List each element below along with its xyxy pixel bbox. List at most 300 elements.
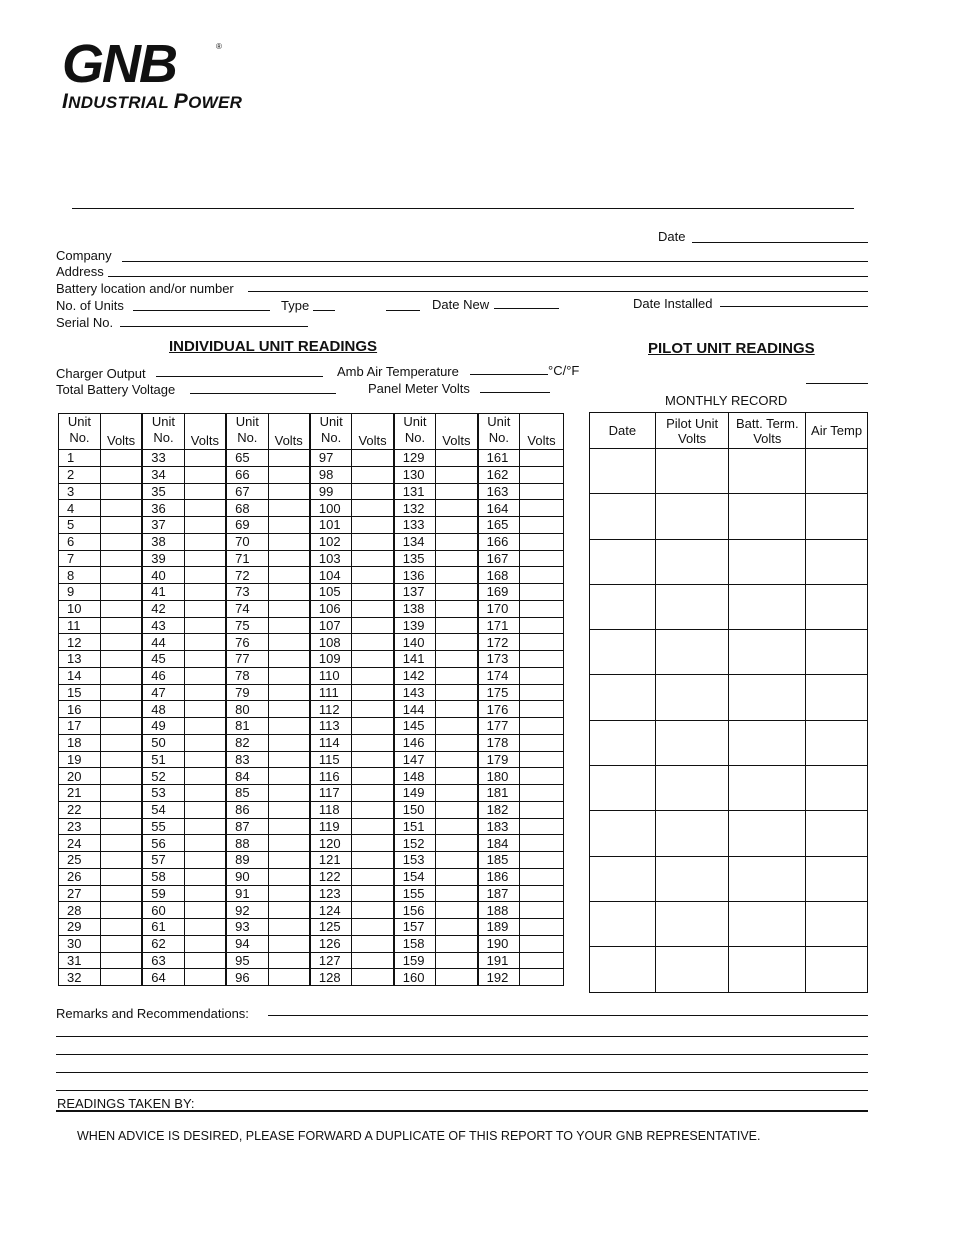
volts-cell[interactable] [352, 801, 394, 818]
volts-cell[interactable] [520, 969, 564, 986]
pilot-cell[interactable] [655, 856, 729, 901]
volts-cell[interactable] [436, 785, 478, 802]
volts-cell[interactable] [352, 935, 394, 952]
volts-cell[interactable] [268, 952, 310, 969]
volts-cell[interactable] [268, 567, 310, 584]
unit-number-cell: 87 [226, 818, 268, 835]
volts-cell[interactable] [520, 935, 564, 952]
volts-cell[interactable] [100, 785, 142, 802]
volts-cell[interactable] [100, 818, 142, 835]
volts-cell[interactable] [100, 935, 142, 952]
volts-cell[interactable] [352, 919, 394, 936]
pilot-cell[interactable] [590, 811, 656, 856]
pilot-cell[interactable] [806, 494, 868, 539]
volts-cell[interactable] [352, 734, 394, 751]
volts-cell[interactable] [100, 550, 142, 567]
unit-number-cell: 61 [142, 919, 184, 936]
pilot-cell[interactable] [729, 947, 806, 992]
pilot-cell[interactable] [590, 675, 656, 720]
volts-cell[interactable] [520, 550, 564, 567]
pilot-cell[interactable] [655, 675, 729, 720]
volts-cell[interactable] [100, 768, 142, 785]
volts-cell[interactable] [352, 617, 394, 634]
volts-cell[interactable] [268, 818, 310, 835]
volts-cell[interactable] [268, 768, 310, 785]
volts-cell[interactable] [268, 667, 310, 684]
pilot-cell[interactable] [655, 947, 729, 992]
volts-cell[interactable] [352, 835, 394, 852]
volts-cell[interactable] [436, 450, 478, 467]
pilot-cell[interactable] [729, 494, 806, 539]
volts-cell[interactable] [520, 919, 564, 936]
unit-number-cell: 157 [394, 919, 436, 936]
pilot-cell[interactable] [590, 539, 656, 584]
volts-cell[interactable] [100, 718, 142, 735]
pilot-cell[interactable] [655, 766, 729, 811]
volts-cell[interactable] [268, 617, 310, 634]
pilot-cell[interactable] [806, 856, 868, 901]
volts-cell[interactable] [520, 701, 564, 718]
volts-cell[interactable] [436, 801, 478, 818]
pilot-cell[interactable] [590, 449, 656, 494]
volts-cell[interactable] [520, 517, 564, 534]
volts-cell[interactable] [268, 885, 310, 902]
volts-cell[interactable] [520, 768, 564, 785]
volts-cell[interactable] [100, 885, 142, 902]
volts-cell[interactable] [520, 885, 564, 902]
unit-number-cell: 65 [226, 450, 268, 467]
unit-number-cell: 60 [142, 902, 184, 919]
pilot-cell[interactable] [655, 630, 729, 675]
remarks-field-1[interactable] [268, 1015, 868, 1016]
volts-cell[interactable] [520, 952, 564, 969]
pilot-cell[interactable] [729, 720, 806, 765]
total-battery-voltage-field[interactable] [190, 393, 336, 394]
pilot-cell[interactable] [729, 675, 806, 720]
unit-number-cell: 45 [142, 651, 184, 668]
unit-number-cell: 47 [142, 684, 184, 701]
pilot-cell[interactable] [590, 856, 656, 901]
pilot-cell[interactable] [655, 494, 729, 539]
volts-cell[interactable] [352, 500, 394, 517]
volts-cell[interactable] [100, 801, 142, 818]
volts-cell[interactable] [352, 634, 394, 651]
volts-cell[interactable] [268, 533, 310, 550]
pilot-cell[interactable] [590, 947, 656, 992]
volts-cell[interactable] [268, 868, 310, 885]
remarks-field-3[interactable] [56, 1054, 868, 1055]
volts-cell[interactable] [268, 785, 310, 802]
volts-header: Volts [100, 414, 142, 450]
volts-cell[interactable] [436, 751, 478, 768]
pilot-cell[interactable] [806, 947, 868, 992]
unit-number-cell: 123 [310, 885, 352, 902]
volts-cell[interactable] [436, 500, 478, 517]
volts-cell[interactable] [268, 718, 310, 735]
pilot-cell[interactable] [806, 766, 868, 811]
volts-cell[interactable] [100, 684, 142, 701]
pilot-cell[interactable] [729, 449, 806, 494]
volts-cell[interactable] [268, 550, 310, 567]
volts-cell[interactable] [352, 600, 394, 617]
volts-cell[interactable] [352, 852, 394, 869]
unit-number-cell: 167 [478, 550, 520, 567]
volts-cell[interactable] [184, 801, 226, 818]
volts-cell[interactable] [100, 617, 142, 634]
volts-cell[interactable] [520, 852, 564, 869]
pilot-cell[interactable] [729, 856, 806, 901]
volts-cell[interactable] [352, 533, 394, 550]
volts-cell[interactable] [520, 533, 564, 550]
volts-cell[interactable] [436, 533, 478, 550]
type-field[interactable] [313, 310, 335, 311]
volts-cell[interactable] [100, 667, 142, 684]
volts-cell[interactable] [184, 651, 226, 668]
volts-cell[interactable] [520, 835, 564, 852]
volts-cell[interactable] [268, 500, 310, 517]
volts-cell[interactable] [436, 818, 478, 835]
volts-cell[interactable] [184, 919, 226, 936]
volts-cell[interactable] [520, 751, 564, 768]
volts-cell[interactable] [184, 734, 226, 751]
volts-cell[interactable] [520, 684, 564, 701]
volts-cell[interactable] [100, 751, 142, 768]
volts-cell[interactable] [436, 935, 478, 952]
volts-cell[interactable] [268, 852, 310, 869]
volts-cell[interactable] [352, 450, 394, 467]
volts-cell[interactable] [268, 935, 310, 952]
volts-cell[interactable] [100, 651, 142, 668]
pilot-cell[interactable] [655, 720, 729, 765]
volts-cell[interactable] [184, 567, 226, 584]
date-new-field[interactable] [494, 308, 559, 309]
pilot-cell[interactable] [590, 584, 656, 629]
volts-cell[interactable] [184, 751, 226, 768]
company-field[interactable] [122, 261, 868, 262]
volts-cell[interactable] [184, 852, 226, 869]
volts-cell[interactable] [436, 718, 478, 735]
volts-cell[interactable] [436, 885, 478, 902]
volts-cell[interactable] [520, 500, 564, 517]
volts-cell[interactable] [184, 533, 226, 550]
table-row [59, 969, 564, 986]
volts-cell[interactable] [184, 718, 226, 735]
pilot-cell[interactable] [806, 675, 868, 720]
volts-cell[interactable] [268, 751, 310, 768]
pilot-cell[interactable] [729, 584, 806, 629]
volts-cell[interactable] [520, 567, 564, 584]
volts-cell[interactable] [436, 919, 478, 936]
volts-cell[interactable] [268, 450, 310, 467]
volts-cell[interactable] [100, 734, 142, 751]
volts-cell[interactable] [352, 517, 394, 534]
volts-cell[interactable] [100, 969, 142, 986]
volts-cell[interactable] [520, 584, 564, 601]
volts-cell[interactable] [184, 969, 226, 986]
volts-cell[interactable] [100, 852, 142, 869]
volts-cell[interactable] [268, 801, 310, 818]
volts-cell[interactable] [184, 701, 226, 718]
volts-cell[interactable] [352, 684, 394, 701]
volts-cell[interactable] [436, 852, 478, 869]
unit-number-cell: 100 [310, 500, 352, 517]
volts-cell[interactable] [100, 634, 142, 651]
volts-cell[interactable] [436, 734, 478, 751]
volts-cell[interactable] [184, 785, 226, 802]
volts-cell[interactable] [184, 684, 226, 701]
date-installed-field[interactable] [720, 306, 868, 307]
volts-cell[interactable] [100, 919, 142, 936]
table-row [59, 466, 564, 483]
volts-cell[interactable] [184, 768, 226, 785]
volts-cell[interactable] [268, 701, 310, 718]
no-header-text: No. [237, 430, 258, 445]
volts-cell[interactable] [184, 634, 226, 651]
unit-number-cell: 187 [478, 885, 520, 902]
volts-cell[interactable] [352, 952, 394, 969]
volts-cell[interactable] [352, 969, 394, 986]
type-field-2[interactable] [386, 310, 420, 311]
volts-cell[interactable] [352, 584, 394, 601]
volts-cell[interactable] [520, 617, 564, 634]
pilot-cell[interactable] [590, 494, 656, 539]
unit-number-cell: 72 [226, 567, 268, 584]
volts-cell[interactable] [520, 801, 564, 818]
volts-cell[interactable] [268, 517, 310, 534]
volts-cell[interactable] [100, 517, 142, 534]
volts-cell[interactable] [268, 684, 310, 701]
volts-cell[interactable] [436, 483, 478, 500]
volts-cell[interactable] [520, 466, 564, 483]
volts-cell[interactable] [520, 785, 564, 802]
volts-cell[interactable] [184, 450, 226, 467]
pilot-cell[interactable] [806, 720, 868, 765]
volts-cell[interactable] [184, 885, 226, 902]
readings-taken-by-rule[interactable] [56, 1110, 868, 1112]
volts-cell[interactable] [184, 483, 226, 500]
volts-cell[interactable] [100, 466, 142, 483]
volts-cell[interactable] [352, 818, 394, 835]
unit-number-cell: 110 [310, 667, 352, 684]
volts-cell[interactable] [352, 718, 394, 735]
unit-number-cell: 188 [478, 902, 520, 919]
pilot-row [590, 901, 868, 946]
volts-cell[interactable] [436, 600, 478, 617]
volts-cell[interactable] [436, 952, 478, 969]
unit-number-cell: 71 [226, 550, 268, 567]
pilot-cell[interactable] [655, 449, 729, 494]
unit-number-cell: 17 [59, 718, 101, 735]
pilot-cell[interactable] [806, 584, 868, 629]
volts-cell[interactable] [184, 868, 226, 885]
volts-cell[interactable] [100, 868, 142, 885]
volts-cell[interactable] [100, 902, 142, 919]
volts-cell[interactable] [436, 466, 478, 483]
volts-cell[interactable] [352, 751, 394, 768]
amb-air-temp-field[interactable] [470, 374, 548, 375]
volts-cell[interactable] [520, 667, 564, 684]
volts-cell[interactable] [268, 835, 310, 852]
pilot-cell[interactable] [590, 901, 656, 946]
pilot-cell[interactable] [729, 766, 806, 811]
volts-cell[interactable] [436, 584, 478, 601]
volts-cell[interactable] [520, 734, 564, 751]
volts-cell[interactable] [184, 902, 226, 919]
unit-number-cell: 122 [310, 868, 352, 885]
volts-cell[interactable] [352, 567, 394, 584]
volts-cell[interactable] [268, 466, 310, 483]
unit-number-cell: 30 [59, 935, 101, 952]
volts-cell[interactable] [268, 969, 310, 986]
pilot-cell[interactable] [729, 630, 806, 675]
charger-output-field[interactable] [156, 376, 323, 377]
pilot-cell[interactable] [655, 539, 729, 584]
volts-cell[interactable] [268, 634, 310, 651]
volts-cell[interactable] [436, 517, 478, 534]
pilot-cell[interactable] [806, 630, 868, 675]
date-field[interactable] [692, 242, 868, 243]
volts-cell[interactable] [100, 584, 142, 601]
volts-cell[interactable] [352, 868, 394, 885]
volts-cell[interactable] [184, 584, 226, 601]
volts-cell[interactable] [436, 969, 478, 986]
volts-cell[interactable] [436, 902, 478, 919]
volts-cell[interactable] [184, 617, 226, 634]
volts-cell[interactable] [352, 902, 394, 919]
volts-cell[interactable] [520, 483, 564, 500]
pilot-cell[interactable] [729, 811, 806, 856]
remarks-field-2[interactable] [56, 1036, 868, 1037]
volts-cell[interactable] [352, 667, 394, 684]
unit-number-cell: 93 [226, 919, 268, 936]
volts-cell[interactable] [268, 651, 310, 668]
volts-cell[interactable] [436, 651, 478, 668]
volts-cell[interactable] [184, 935, 226, 952]
table-row [59, 634, 564, 651]
volts-cell[interactable] [436, 617, 478, 634]
unit-number-cell: 189 [478, 919, 520, 936]
volts-cell[interactable] [184, 835, 226, 852]
remarks-field-4[interactable] [56, 1072, 868, 1073]
panel-meter-volts-field[interactable] [480, 392, 550, 393]
pilot-cell[interactable] [655, 811, 729, 856]
volts-cell[interactable] [436, 868, 478, 885]
volts-cell[interactable] [268, 483, 310, 500]
volts-cell[interactable] [352, 785, 394, 802]
volts-cell[interactable] [100, 701, 142, 718]
unit-number-cell: 92 [226, 902, 268, 919]
address-field[interactable] [108, 276, 868, 277]
volts-cell[interactable] [436, 634, 478, 651]
remarks-field-5[interactable] [56, 1090, 868, 1091]
volts-cell[interactable] [436, 768, 478, 785]
volts-cell[interactable] [268, 734, 310, 751]
volts-cell[interactable] [352, 550, 394, 567]
volts-cell[interactable] [352, 701, 394, 718]
volts-cell[interactable] [436, 701, 478, 718]
volts-cell[interactable] [184, 952, 226, 969]
volts-cell[interactable] [268, 600, 310, 617]
volts-cell[interactable] [100, 567, 142, 584]
volts-cell[interactable] [268, 919, 310, 936]
pilot-cell[interactable] [806, 539, 868, 584]
battery-location-label: Battery location and/or number [56, 281, 234, 296]
volts-cell[interactable] [520, 718, 564, 735]
volts-cell[interactable] [520, 902, 564, 919]
unit-number-cell: 104 [310, 567, 352, 584]
volts-cell[interactable] [184, 500, 226, 517]
pilot-cell[interactable] [590, 766, 656, 811]
no-of-units-field[interactable] [133, 310, 270, 311]
volts-cell[interactable] [184, 667, 226, 684]
unit-no-header [142, 414, 184, 450]
volts-cell[interactable] [436, 567, 478, 584]
volts-cell[interactable] [520, 450, 564, 467]
volts-cell[interactable] [352, 885, 394, 902]
volts-cell[interactable] [520, 651, 564, 668]
pilot-cell[interactable] [655, 901, 729, 946]
type-label: Type [281, 298, 310, 313]
volts-cell[interactable] [184, 818, 226, 835]
volts-cell[interactable] [184, 517, 226, 534]
volts-cell[interactable] [520, 600, 564, 617]
volts-cell[interactable] [184, 600, 226, 617]
volts-cell[interactable] [100, 500, 142, 517]
volts-cell[interactable] [520, 634, 564, 651]
volts-cell[interactable] [436, 550, 478, 567]
unit-number-cell: 144 [394, 701, 436, 718]
volts-cell[interactable] [436, 667, 478, 684]
volts-cell[interactable] [352, 651, 394, 668]
pilot-cell[interactable] [729, 901, 806, 946]
volts-cell[interactable] [184, 466, 226, 483]
volts-cell[interactable] [268, 584, 310, 601]
pilot-cell[interactable] [729, 539, 806, 584]
pilot-cell[interactable] [806, 449, 868, 494]
volts-cell[interactable] [352, 483, 394, 500]
unit-header-text: Unit [403, 414, 427, 429]
volts-cell[interactable] [100, 600, 142, 617]
volts-cell[interactable] [436, 684, 478, 701]
pilot-cell[interactable] [590, 720, 656, 765]
volts-cell[interactable] [520, 868, 564, 885]
volts-cell[interactable] [100, 835, 142, 852]
unit-number-cell: 68 [226, 500, 268, 517]
volts-cell[interactable] [100, 952, 142, 969]
unit-number-cell: 134 [394, 533, 436, 550]
serial-no-field[interactable] [120, 326, 308, 327]
table-row [59, 584, 564, 601]
volts-cell[interactable] [352, 466, 394, 483]
unit-number-cell: 8 [59, 567, 101, 584]
pilot-cell[interactable] [806, 901, 868, 946]
unit-number-cell: 106 [310, 600, 352, 617]
volts-cell[interactable] [100, 483, 142, 500]
pilot-cell[interactable] [806, 811, 868, 856]
volts-cell[interactable] [352, 768, 394, 785]
pilot-cell[interactable] [590, 630, 656, 675]
volts-cell[interactable] [100, 533, 142, 550]
volts-cell[interactable] [268, 902, 310, 919]
unit-number-cell: 141 [394, 651, 436, 668]
unit-number-cell: 94 [226, 935, 268, 952]
volts-cell[interactable] [184, 550, 226, 567]
volts-cell[interactable] [100, 450, 142, 467]
battery-location-field[interactable] [248, 291, 868, 292]
volts-cell[interactable] [520, 818, 564, 835]
volts-cell[interactable] [436, 835, 478, 852]
pilot-cell[interactable] [655, 584, 729, 629]
